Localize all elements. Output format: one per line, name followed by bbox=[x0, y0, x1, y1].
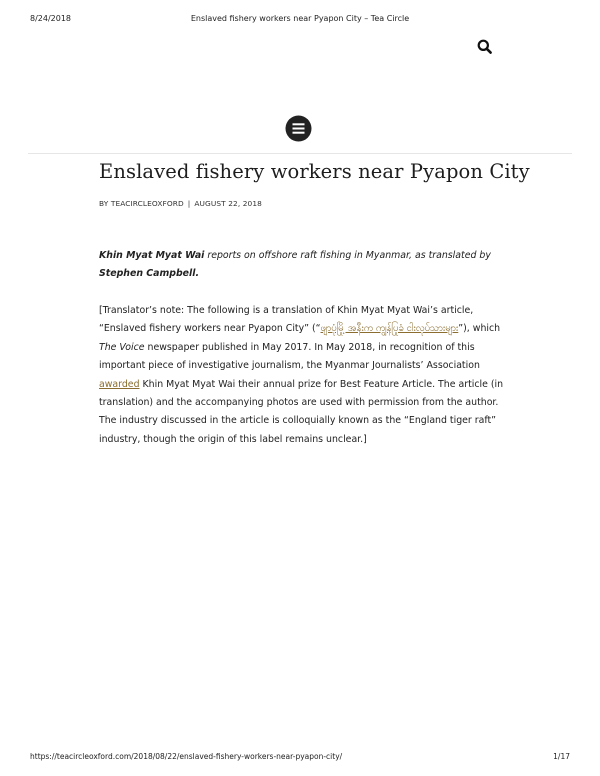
print-footer bbox=[30, 752, 570, 764]
note-text-1: [Translator’s note: The following is a translation of Khin Myat Myat Wai’s article, “Enslaved fishery workers near Pyapon City” (“ bbox=[99, 305, 474, 335]
note-text-3: newspaper published in May 2017. In May 2018, in recognition of this important piece of investigative journalism, the Myanmar Journalists’ Association bbox=[99, 341, 480, 372]
post-meta bbox=[99, 199, 262, 208]
page-number: 1/17 bbox=[553, 752, 570, 761]
myanmar-title: ဖျာပုံမြို့ အနီးက ကျွန်ပြုခံ ငါးလုပ်သားများ bbox=[320, 323, 459, 335]
translator-note bbox=[99, 302, 504, 449]
note-text-2: ”), which bbox=[458, 323, 501, 335]
header-divider bbox=[28, 153, 572, 154]
article-lede bbox=[99, 247, 504, 283]
post-date-link[interactable]: AUGUST 22, 2018 bbox=[194, 199, 262, 208]
search-button[interactable] bbox=[476, 38, 494, 56]
print-url: https://teacircleoxford.com/2018/08/22/enslaved-fishery-workers-near-pyapon-city/ bbox=[30, 752, 343, 761]
lede-author: Khin Myat Myat Wai bbox=[99, 250, 205, 261]
meta-separator: | bbox=[187, 199, 191, 208]
lede-text: reports on offshore raft fishing in Myanmar, as translated by bbox=[204, 250, 491, 261]
print-date: 8/24/2018 bbox=[30, 14, 72, 23]
post-author-link[interactable]: BY TEACIRCLEOXFORD bbox=[99, 199, 184, 208]
awarded-link[interactable]: awarded bbox=[99, 378, 140, 390]
lede-translator: Stephen Campbell. bbox=[99, 268, 200, 279]
post-title: Enslaved fishery workers near Pyapon City bbox=[99, 160, 530, 183]
note-text-4: Khin Myat Myat Wai their annual prize for Best Feature Article. The article (in translation) and the accompanying photos are used with permission from the author. The industry discussed in the article is colloquially known as the “England tiger raft” industry, though the origin of this label remains unclear.] bbox=[99, 378, 504, 445]
print-page-title: Enslaved fishery workers near Pyapon City – Tea Circle bbox=[190, 14, 410, 23]
hamburger-menu-icon bbox=[285, 115, 312, 142]
menu-button[interactable] bbox=[285, 115, 312, 142]
publication-name: The Voice bbox=[99, 341, 145, 353]
print-header bbox=[30, 14, 570, 26]
search-icon bbox=[476, 38, 494, 56]
